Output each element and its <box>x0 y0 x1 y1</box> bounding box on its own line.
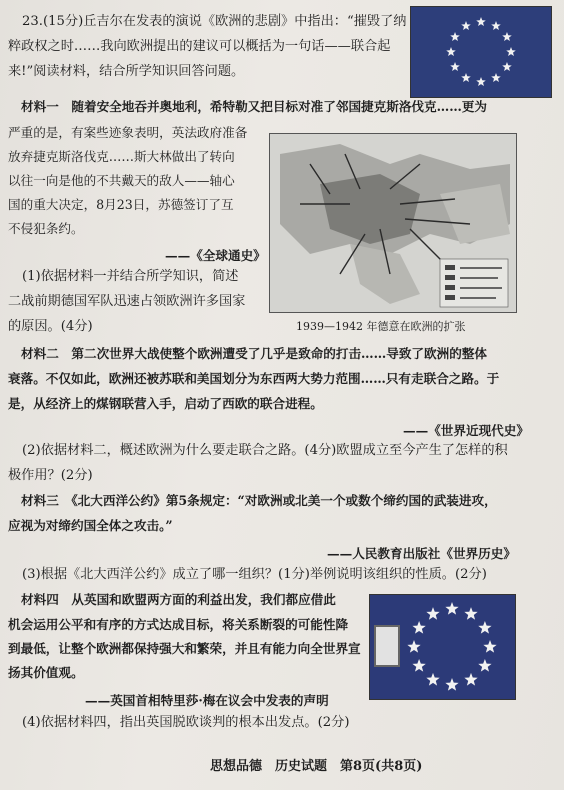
m2-line2: 衰落。不仅如此，欧洲还被苏联和美国划分为东西两大势力范围……只有走联合之路。于 <box>8 371 500 386</box>
star-icon <box>407 640 420 653</box>
europe-map-image <box>269 133 517 313</box>
m2-source: ——《世界近现代史》 <box>403 423 529 438</box>
star-icon <box>476 77 486 86</box>
q4-line1: (4)依据材料四，指出英国脱欧谈判的根本出发点。(2分) <box>22 715 350 730</box>
star-icon <box>426 607 439 620</box>
m4-line3: 到最低，让整个欧洲都保持强大和繁荣，并且有能力向全世界宣 <box>8 641 361 656</box>
m1-line2: 严重的是，有案些迹象表明，英法政府准备 <box>8 125 248 140</box>
m1-line4: 以往一向是他的不共戴天的敌人——轴心 <box>8 173 235 188</box>
star-icon <box>445 602 458 615</box>
star-icon <box>506 47 516 56</box>
eu-flag-podium-image <box>369 594 516 700</box>
europe-expansion-map <box>270 134 516 312</box>
star-icon <box>491 21 501 30</box>
star-icon <box>461 21 471 30</box>
star-icon <box>478 621 491 634</box>
q23-line3: 来!”阅读材料，结合所学知识回答问题。 <box>8 64 245 79</box>
page-footer: 思想品德 历史试题 第8页(共8页) <box>210 759 423 774</box>
star-icon <box>412 659 425 672</box>
star-icon <box>476 17 486 26</box>
m3-line1: 材料三 《北大西洋公约》第5条规定：“对欧洲或北美一个或数个缔约国的武装进攻， <box>21 493 497 508</box>
eu-flag2-stars <box>370 595 515 699</box>
m2-line3: 是，从经济上的煤钢联营入手，启动了西欧的联合进程。 <box>8 396 323 411</box>
map-caption: 1939—1942 年德意在欧洲的扩张 <box>296 320 466 333</box>
eu-flag-icon <box>410 6 552 98</box>
m1-line6: 不侵犯条约。 <box>8 221 84 236</box>
star-icon <box>483 640 496 653</box>
star-icon <box>426 673 439 686</box>
m1-source: ——《全球通史》 <box>165 248 266 263</box>
q23-line1: 23.(15分)丘吉尔在发表的演说《欧洲的悲剧》中指出：“摧毁了纳 <box>22 14 407 29</box>
m4-line4: 扬其价值观。 <box>8 665 84 680</box>
star-icon <box>502 32 512 41</box>
q1-line3: 的原因。(4分) <box>8 319 93 334</box>
q23-line2: 粹政权之时……我向欧洲提出的建议可以概括为一句话——联合起 <box>8 39 391 54</box>
star-icon <box>446 47 456 56</box>
star-icon <box>445 678 458 691</box>
star-icon <box>450 62 460 71</box>
q3-line1: (3)根据《北大西洋公约》成立了哪一组织？(1分)举例说明该组织的性质。(2分) <box>22 567 487 582</box>
m1-line1-text: 材料一 随着安全地吞并奥地利，希特勒又把目标对准了邻国捷克斯洛伐克……更为 <box>21 99 487 114</box>
star-icon <box>461 73 471 82</box>
q2-line1: (2)依据材料二，概述欧洲为什么要走联合之路。(4分)欧盟成立至今产生了怎样的积 <box>22 443 508 458</box>
m3-line2: 应视为对缔约国全体之攻击。” <box>8 518 173 533</box>
star-icon <box>478 659 491 672</box>
m2-line1: 材料二 第二次世界大战使整个欧洲遭受了几乎是致命的打击……导致了欧洲的整体 <box>21 346 487 361</box>
m1-line1 <box>21 99 487 115</box>
m4-line2: 机会运用公平和有序的方式达成目标，将关系断裂的可能性降 <box>8 617 349 632</box>
star-icon <box>491 73 501 82</box>
star-icon <box>450 32 460 41</box>
m3-source: ——人民教育出版社《世界历史》 <box>327 546 516 561</box>
star-icon <box>412 621 425 634</box>
star-icon <box>464 673 477 686</box>
q2-line2: 极作用？(2分) <box>8 468 93 483</box>
q1-line2: 二战前期德国军队迅速占领欧洲许多国家 <box>8 294 246 309</box>
q1-line1: (1)依据材料一并结合所学知识，简述 <box>22 269 239 284</box>
m4-line1: 材料四 从英国和欧盟两方面的利益出发，我们都应借此 <box>21 592 336 607</box>
star-icon <box>502 62 512 71</box>
m1-line3: 放弃捷克斯洛伐克……斯大林做出了转向 <box>8 149 235 164</box>
m1-line5: 国的重大决定，8月23日，苏德签订了互 <box>8 197 234 212</box>
eu-flag-stars <box>411 7 551 97</box>
star-icon <box>464 607 477 620</box>
m4-source: ——英国首相特里莎·梅在议会中发表的声明 <box>85 693 329 708</box>
